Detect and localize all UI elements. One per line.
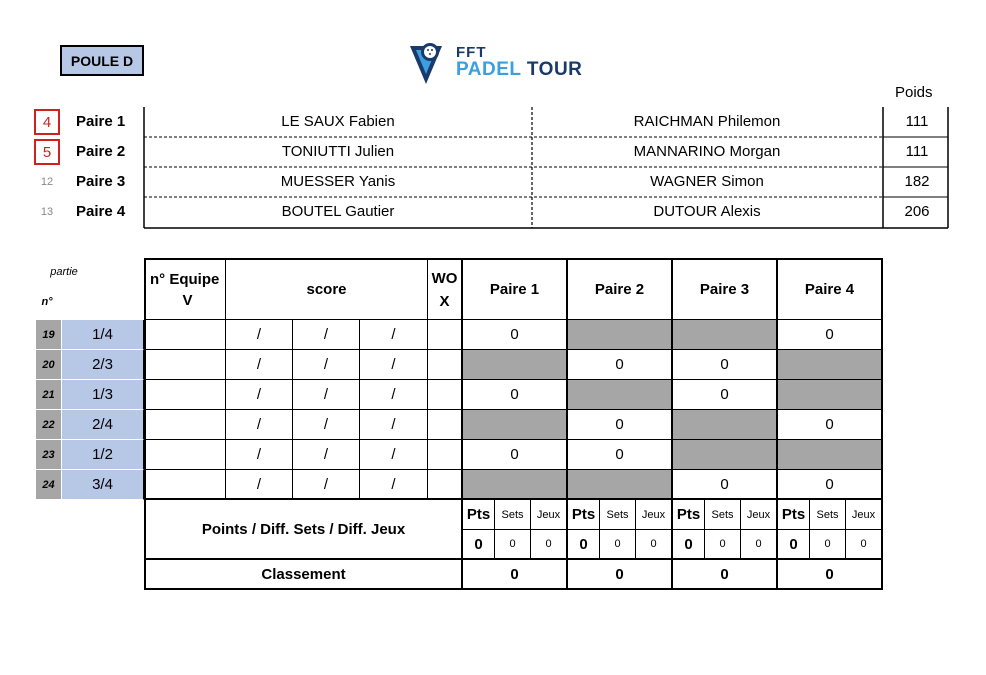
paire-result-cell: 0 [778,410,883,440]
match-pairing: 2/4 [62,410,144,440]
paire-result-cell: 0 [463,320,568,350]
totals-subheader-pts: Pts [673,500,705,530]
paire-result-cell: 0 [463,380,568,410]
paire-column-header: Paire 1 [463,258,568,320]
set-score-cell[interactable]: / [226,320,293,350]
match-pairing: 2/3 [62,350,144,380]
totals-subheader-pts: Pts [568,500,600,530]
wo-header [428,258,463,320]
totals-value-sets: 0 [705,530,741,560]
set-score-cell[interactable]: / [360,440,428,470]
paire-result-cell: 0 [778,320,883,350]
match-number: 20 [36,350,62,380]
paire-column-header: Paire 2 [568,258,673,320]
logo-padel-tour: PADEL TOUR [456,59,583,80]
wo-header-label: WO [431,269,458,287]
paire-column-header: Paire 4 [778,258,883,320]
pair-seed: 13 [40,206,54,218]
pair-player-1: TONIUTTI Julien [281,143,395,160]
totals-subheader-sets: Sets [705,500,741,530]
set-score-cell[interactable]: / [293,410,360,440]
totals-subheader-pts: Pts [778,500,810,530]
totals-subheader-pts: Pts [463,500,495,530]
paire-result-cell [568,320,673,350]
pair-player-1: BOUTEL Gautier [281,203,395,220]
totals-value-pts: 0 [568,530,600,560]
wo-cell[interactable] [428,470,463,500]
totals-value-jeux: 0 [846,530,883,560]
totals-value-sets: 0 [600,530,636,560]
pair-seed: 5 [34,139,60,165]
pair-player-2: DUTOUR Alexis [653,203,761,220]
match-number: 21 [36,380,62,410]
classement-value: 0 [463,560,568,590]
totals-subheader-jeux: Jeux [531,500,568,530]
pair-player-2: RAICHMAN Philemon [633,113,781,130]
numero-header: n° [41,296,53,308]
paire-result-cell: 0 [673,470,778,500]
paire-result-cell [673,320,778,350]
paire-result-cell: 0 [463,440,568,470]
wo-cell[interactable] [428,320,463,350]
equipe-header-label: n° Equipe [150,270,220,288]
pair-player-1: LE SAUX Fabien [281,113,395,130]
pair-label: Paire 2 [76,143,126,160]
match-number: 24 [36,470,62,500]
set-score-cell[interactable]: / [360,350,428,380]
classement-label: Classement [144,560,463,590]
pair-player-2: MANNARINO Morgan [633,143,781,160]
winner-cell[interactable] [144,410,226,440]
pair-row [34,137,950,167]
set-score-cell[interactable]: / [360,470,428,500]
winner-cell[interactable] [144,440,226,470]
paire-result-cell [778,380,883,410]
set-score-cell[interactable]: / [360,320,428,350]
set-score-cell[interactable]: / [360,380,428,410]
padel-racket-icon [408,40,452,86]
pair-player-1: MUESSER Yanis [280,173,396,190]
pair-row [34,107,950,137]
partie-header: partie [50,266,78,278]
fft-padel-tour-logo [408,40,608,86]
match-pairing: 1/4 [62,320,144,350]
pair-poids: 111 [905,143,929,160]
pair-poids: 206 [904,203,930,220]
totals-subheader-sets: Sets [495,500,531,530]
set-score-cell[interactable]: / [293,320,360,350]
paire-result-cell: 0 [673,350,778,380]
match-pairing: 1/3 [62,380,144,410]
score-header: score [226,258,428,320]
match-number: 22 [36,410,62,440]
set-score-cell[interactable]: / [226,470,293,500]
set-score-cell[interactable]: / [360,410,428,440]
wo-cell[interactable] [428,440,463,470]
set-score-cell[interactable]: / [293,380,360,410]
set-score-cell[interactable]: / [226,380,293,410]
paire-result-cell: 0 [568,410,673,440]
paire-result-cell: 0 [673,380,778,410]
pair-seed: 12 [40,176,54,188]
winner-cell[interactable] [144,470,226,500]
totals-value-sets: 0 [495,530,531,560]
set-score-cell[interactable]: / [226,350,293,380]
totals-value-jeux: 0 [636,530,673,560]
paire-result-cell [568,380,673,410]
pair-row [34,197,950,227]
totals-subheader-jeux: Jeux [636,500,673,530]
pair-label: Paire 4 [76,203,126,220]
equipe-header-v: V [182,291,193,309]
match-number: 19 [36,320,62,350]
paire-result-cell [673,410,778,440]
pair-poids: 111 [905,113,929,130]
totals-value-pts: 0 [673,530,705,560]
paire-result-cell: 0 [778,470,883,500]
classement-value: 0 [568,560,673,590]
set-score-cell[interactable]: / [293,440,360,470]
classement-value: 0 [673,560,778,590]
totals-subheader-jeux: Jeux [741,500,778,530]
totals-value-jeux: 0 [531,530,568,560]
pair-poids: 182 [904,173,930,190]
set-score-cell[interactable]: / [226,410,293,440]
winner-cell[interactable] [144,320,226,350]
pair-row [34,167,950,197]
paire-result-cell [673,440,778,470]
paire-result-cell [463,410,568,440]
totals-value-pts: 0 [463,530,495,560]
poids-header: Poids [895,84,933,101]
match-number: 23 [36,440,62,470]
equipe-header [144,258,226,320]
set-score-cell[interactable]: / [226,440,293,470]
paire-column-header: Paire 3 [673,258,778,320]
pair-seed: 4 [34,109,60,135]
totals-subheader-jeux: Jeux [846,500,883,530]
wo-cell[interactable] [428,350,463,380]
pair-player-2: WAGNER Simon [650,173,764,190]
set-score-cell[interactable]: / [293,350,360,380]
paire-result-cell [463,350,568,380]
pair-label: Paire 1 [76,113,126,130]
paire-result-cell [778,440,883,470]
wo-header-x: X [439,292,450,310]
classement-value: 0 [778,560,883,590]
set-score-cell[interactable]: / [293,470,360,500]
winner-cell[interactable] [144,350,226,380]
winner-cell[interactable] [144,380,226,410]
totals-subheader-sets: Sets [600,500,636,530]
paire-result-cell [778,350,883,380]
totals-value-jeux: 0 [741,530,778,560]
wo-cell[interactable] [428,380,463,410]
paire-result-cell: 0 [568,440,673,470]
totals-subheader-sets: Sets [810,500,846,530]
totals-value-pts: 0 [778,530,810,560]
pair-label: Paire 3 [76,173,126,190]
match-pairing: 1/2 [62,440,144,470]
wo-cell[interactable] [428,410,463,440]
paire-result-cell [568,470,673,500]
paire-result-cell [463,470,568,500]
totals-label: Points / Diff. Sets / Diff. Jeux [144,500,463,560]
totals-value-sets: 0 [810,530,846,560]
paire-result-cell: 0 [568,350,673,380]
poule-title: POULE D [60,45,144,76]
logo-fft: FFT [456,44,487,61]
match-pairing: 3/4 [62,470,144,500]
